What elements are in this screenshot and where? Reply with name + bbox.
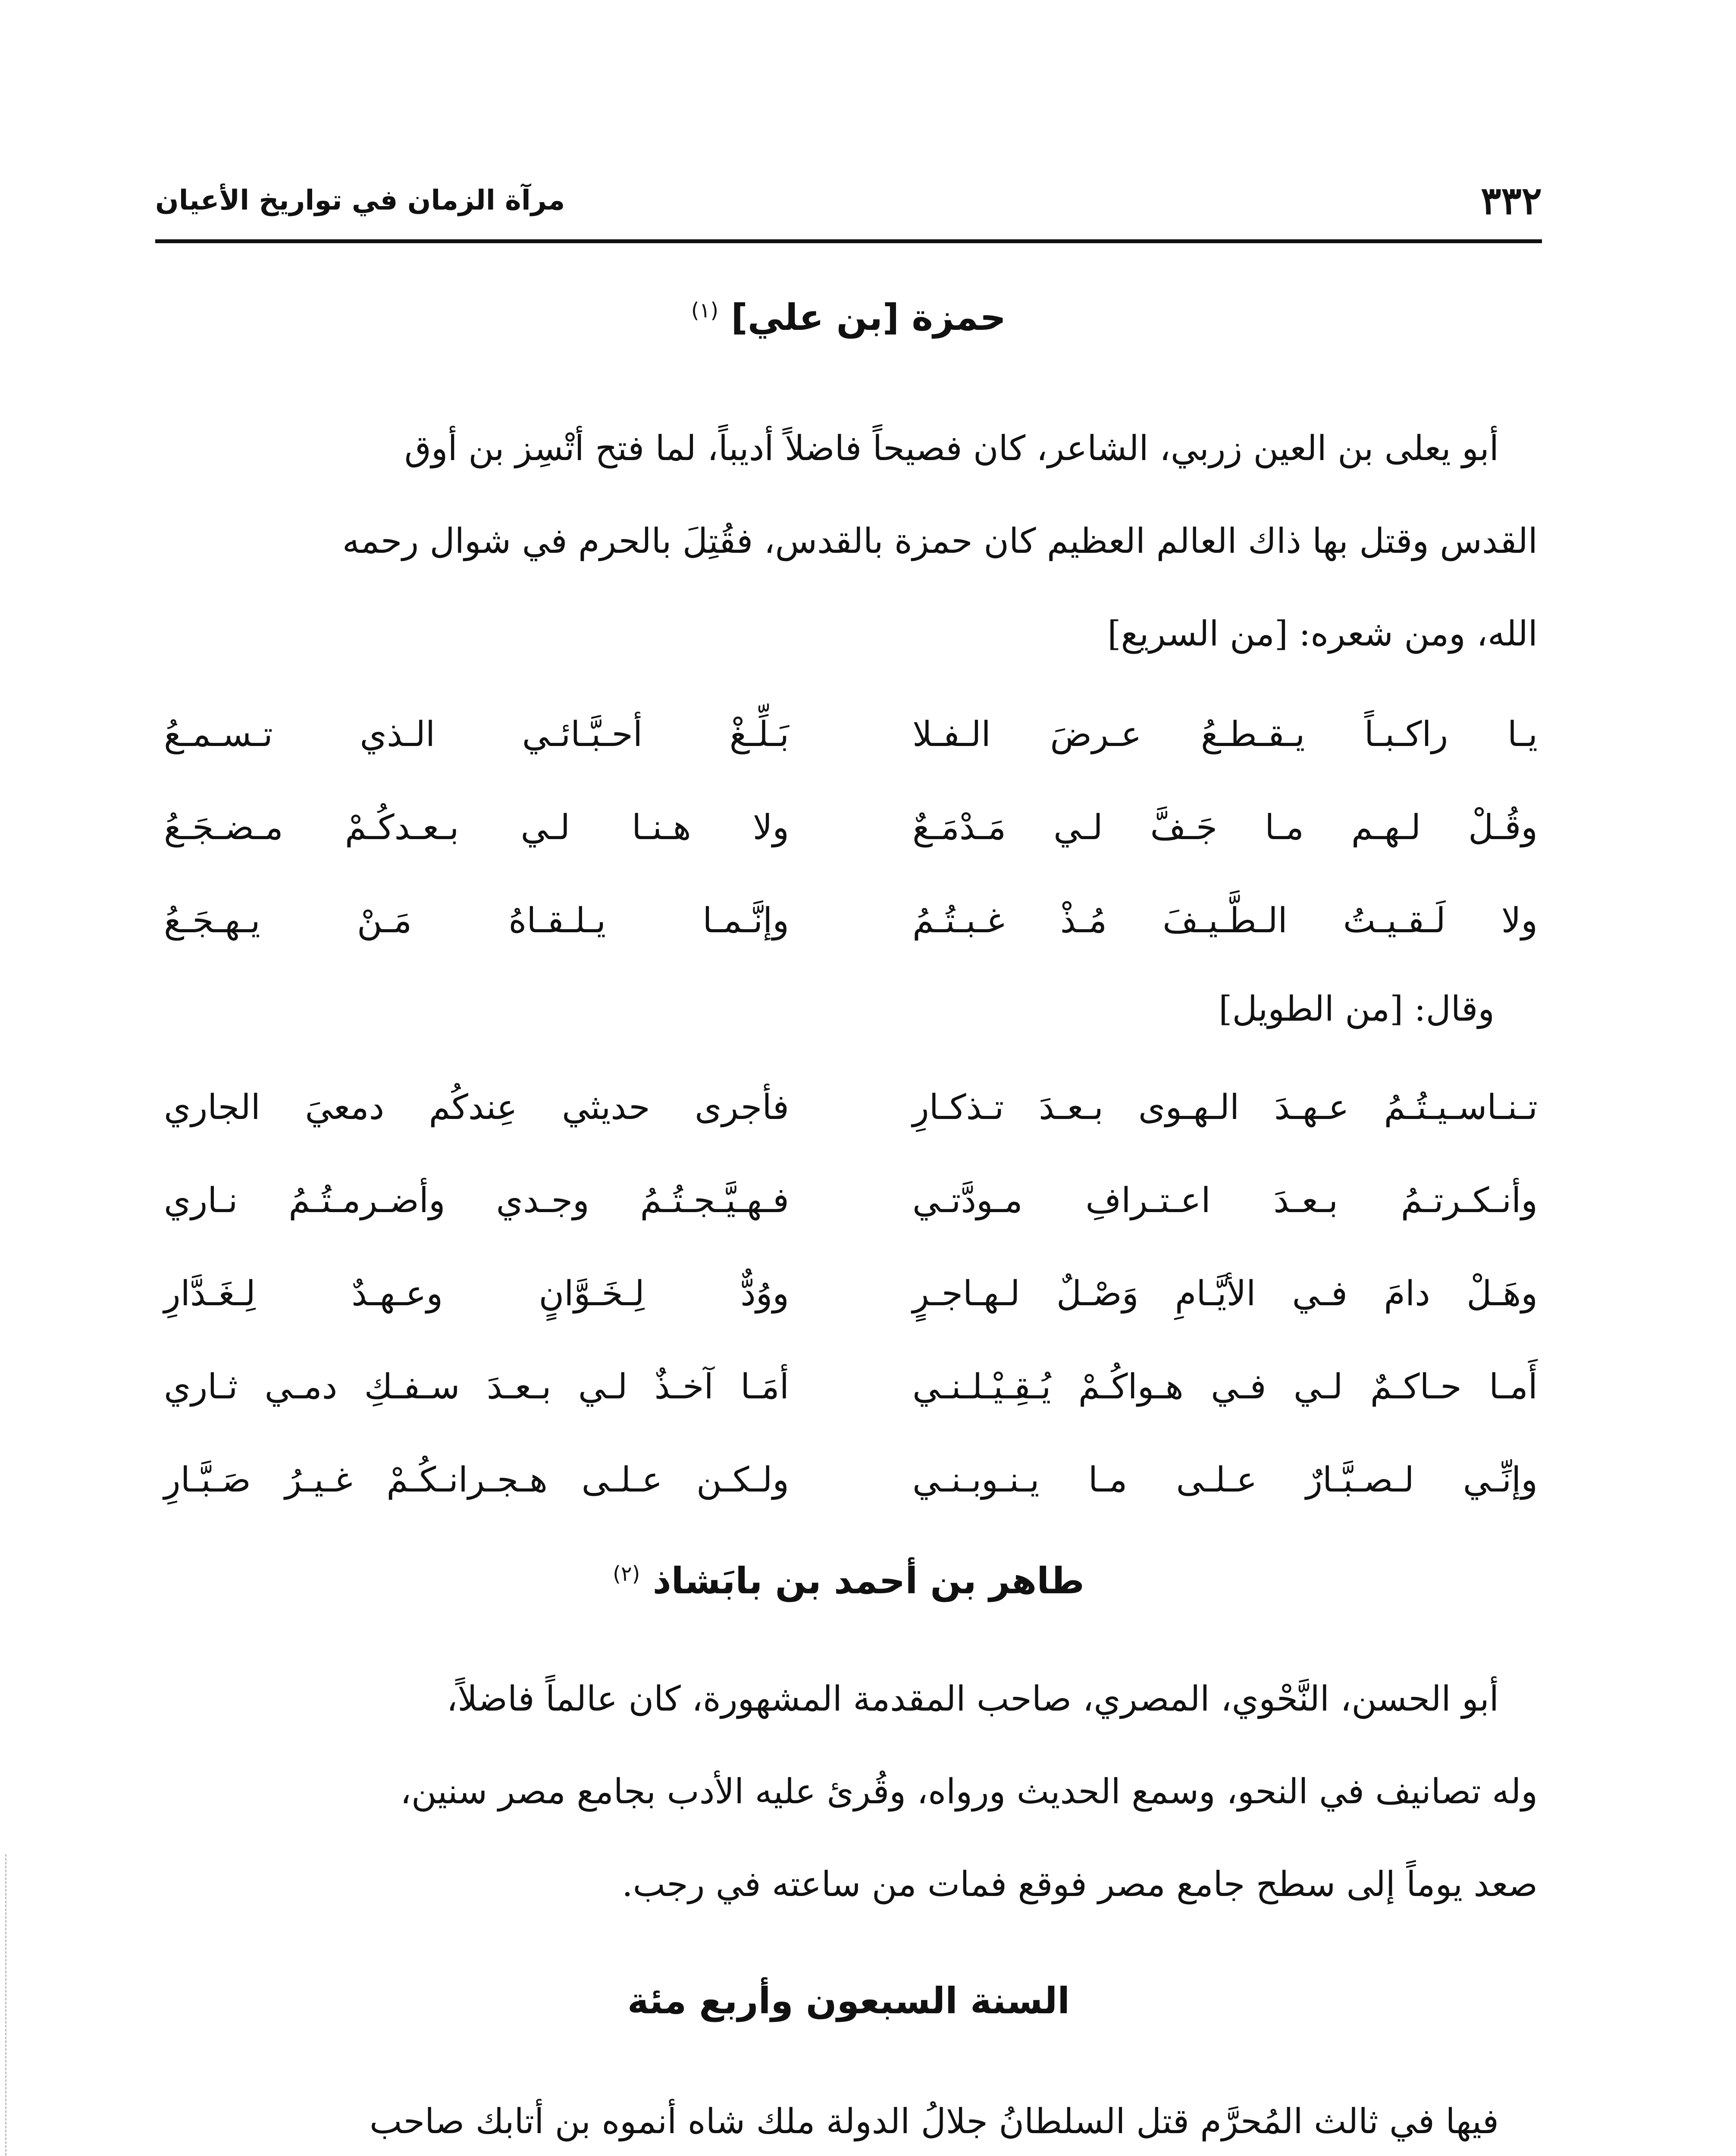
verse-second-hemistich: وإنَّـمـا يـلـقـاهُ مَـنْ يـهـجَـعُ	[164, 900, 789, 940]
poem-saree	[164, 688, 1538, 967]
verse-second-hemistich: فأجرى حديثي عِندكُم دمعيَ الجاري	[164, 1087, 789, 1127]
scan-edge-marks	[5, 1854, 8, 2156]
poem-taweel	[164, 1061, 1538, 1526]
verse-first-hemistich: وأنـكـرتـمُ بـعـدَ اعـتـرافِ مـودَّتـي	[912, 1180, 1538, 1220]
verse-second-hemistich: ووُدٌّ لِـخَـوَّانٍ وعـهـدٌ لِـغَـدَّارِ	[164, 1273, 789, 1313]
verse-second-hemistich: فـهـيَّـجـتُـمُ وجـدي وأضـرمـتُـمُ نـاري	[164, 1180, 789, 1220]
page-number: ٣٣٢	[1481, 178, 1542, 223]
verse-row	[164, 1247, 1538, 1340]
header-rule	[155, 239, 1542, 243]
prose-line: الله، ومن شعره: [من السريع]	[1107, 614, 1538, 654]
verse-second-hemistich: بَـلِّـغْ أحـبَّـائـي الـذي تـسـمـعُ	[164, 714, 789, 754]
footnote-ref-2: (٢)	[613, 1562, 640, 1586]
verse-first-hemistich: تـنـاسـيـتُـمُ عـهـدَ الـهـوى بـعـدَ تـذكـارِ	[912, 1087, 1538, 1127]
prose-line: صعد يوماً إلى سطح جامع مصر فوقع فمات من ساعته في رجب.	[622, 1864, 1538, 1904]
prose-line: أبو يعلى بن العين زربي، الشاعر، كان فصيحاً فاضلاً أديباً، لما فتح أتْسِز بن أوق	[404, 428, 1499, 468]
prose-line: القدس وقتل بها ذاك العالم العظيم كان حمزة بالقدس، فقُتِلَ بالحرم في شوال رحمه	[342, 521, 1538, 561]
verse-row	[164, 781, 1538, 874]
verse-first-hemistich: وإنِّـي لـصـبَّـارٌ عـلـى مـا يـنـوبـنـي	[912, 1460, 1538, 1500]
verse-first-hemistich: وقُـلْ لـهـم مـا جَـفَّ لـي مَـدْمَـعٌ	[912, 807, 1538, 847]
verse-row	[164, 1433, 1538, 1526]
verse-second-hemistich: أمَـا آخـذٌ لـي بـعـدَ سـفـكِ دمـي ثـاري	[164, 1366, 789, 1407]
verse-second-hemistich: ولـكـن عـلـى هـجـرانـكُـمْ غـيـرُ صَـبَّـارِ	[164, 1460, 789, 1500]
verse-first-hemistich: يـا راكـبـاً يـقـطـعُ عـرضَ الـفـلا	[912, 714, 1538, 754]
verse-row	[164, 688, 1538, 781]
entry-heading-tahir	[155, 1544, 1542, 1611]
verse-first-hemistich: ولا لَـقـيـتُ الـطَّـيـفَ مُـذْ غـبـتُـمُ	[912, 900, 1538, 940]
verse-row	[164, 1154, 1538, 1247]
verse-row	[164, 1340, 1538, 1433]
prose-line: أبو الحسن، النَّحْوي، المصري، صاحب المقدمة المشهورة، كان عالماً فاضلاً،	[446, 1679, 1499, 1719]
year-heading: السنة السبعون وأربع مئة	[627, 1980, 1070, 2022]
footnote-ref-1: (١)	[691, 298, 719, 323]
verse-second-hemistich: ولا هـنـا لـي بـعـدكُـمْ مـضـجَـعُ	[164, 807, 789, 847]
entry-title: طاهر بن أحمد بن بابَشاذ	[652, 1560, 1084, 1602]
poem-intro: وقال: [من الطويل]	[1219, 989, 1495, 1029]
running-header	[155, 168, 1542, 233]
prose-line: وله تصانيف في النحو، وسمع الحديث ورواه، وقُرئ عليه الأدب بجامع مصر سنين،	[400, 1771, 1538, 1811]
verse-row	[164, 1061, 1538, 1154]
entry-title: حمزة [بن علي]	[731, 296, 1006, 338]
verse-row	[164, 874, 1538, 967]
verse-first-hemistich: وهَـلْ دامَ فـي الأيَّـامِ وَصْـلٌ لـهـاجـرٍ	[912, 1273, 1538, 1313]
prose-line: فيها في ثالث المُحرَّم قتل السلطانُ جلالُ الدولة ملك شاه أنموه بن أتابك صاحب	[370, 2101, 1499, 2141]
book-title: مرآة الزمان في تواريخ الأعيان	[155, 185, 565, 216]
verse-first-hemistich: أَمـا حـاكـمٌ لـي فـي هـواكُـمْ يُـقِـيْـلـنـي	[912, 1366, 1538, 1407]
entry-heading-hamza	[155, 280, 1542, 348]
